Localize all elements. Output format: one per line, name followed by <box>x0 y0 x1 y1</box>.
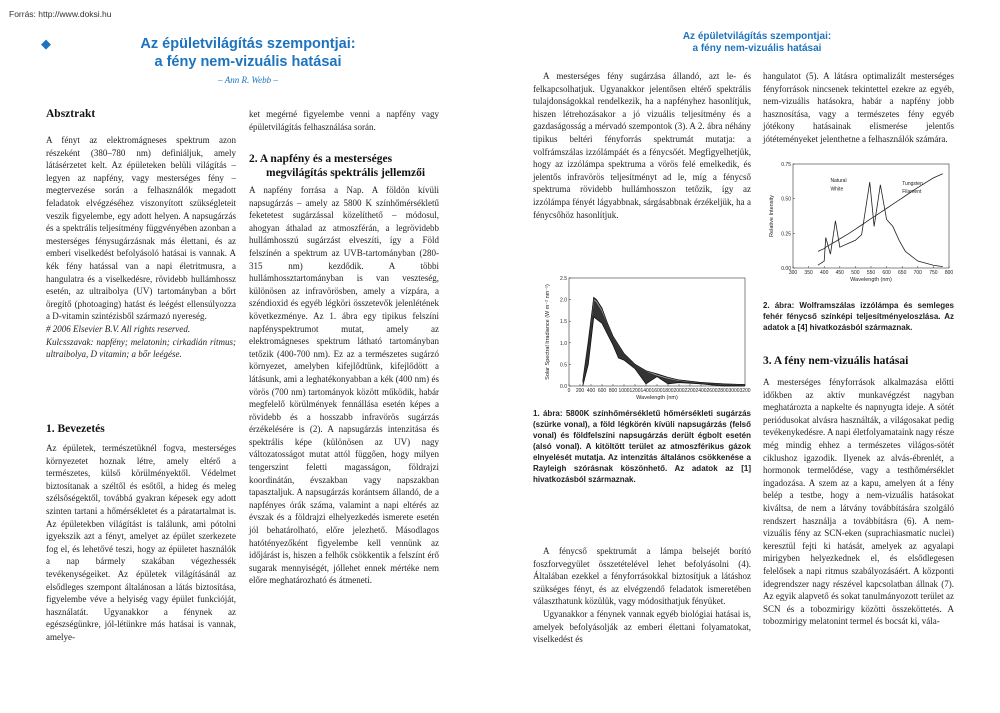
abstract-text: A fényt az elektromágneses spektrum azon részeként (380–780 nm) definiáljuk, amely látásérzetet kelt. Az épületeken belüli világítás – legyen az napfény, vagy mesterséges fény – megtervezése során a felhasználók megadott feladatok elvégzéséhez viszonyított szükségleteit veszik figyelembe, egy adott helyen. A napsugárzás és a spektrális teljesítmény függvényében azonban a mesterséges fénysugárzásnak más élettani, és az emberi viselkedést befolyásoló hatásai is vannak. A kék fény hatással van a napi életritmusra, a hangulatra és a viselkedésre, rövidebb hullámhossz esetén, az ultraibolya (UV) tartományban a bőrt öregítő (photoaging) hatást és leégést ellensúlyozza a D-vitamin szintézisből származó nyereség. <box>46 135 236 322</box>
figure-2-caption: 2. ábra: Wolframszálas izzólámpa és semleges fehér fénycső színképi teljesítményeloszlása. Az adatok a [4] hivatkozásból származnak. <box>763 301 954 332</box>
right-col2-top-block <box>763 70 954 146</box>
sec3-text: A mesterséges fényforrások alkalmazása előtti időkben az aktív munkavégzést nagyban meghatározta a napkelte és napnyugta ideje. A sötét periódusokat alvásra használták, a világosakat pedig tevékenykedésre. A napi életfolyamataink nagy része még mindig ehhez a természetes világos-sötét ciklushoz igazodik. Ilyenek az alvás-ébrenlét, a hormonok termelődése, vagy a testhőmérséklet ingadozása. A szem az a kapu, amelyen át a fény belép a testbe, hogy a nem-vizuális hatásokat kiváltsa, de nem a látvány továbbítására szolgáló rendszert használja a továbbításra (6). A nem-vizuális fény az SCN-eken (suprachiasmatic nuclei) keresztül fejti ki hatását, amelyek az agyalapi mirigyben helyezkednek el, és elsődlegesen felelősek a napi ritmus szabályozásáért. A központi idegrendszer nagy részével kapcsolatban állnak (7). Az egyik alapvető és sokat tanulmányozott terület az SCN és a tobozmirigy közötti összeköttetés. A tobozmirigy melatonint termel és bocsát ki, vála- <box>763 377 954 627</box>
keywords-text: Kulcsszavak: napfény; melatonin; cirkadián ritmus; ultraibolya, D vitamin; a bőr leégése. <box>46 336 236 360</box>
x-tick-label: 750 <box>929 270 938 276</box>
sec3-heading: 3. A fény nem-vizuális hatásai <box>763 355 909 367</box>
y-tick-label: 0.75 <box>781 162 791 168</box>
x-tick-label: 450 <box>835 270 844 276</box>
small-diamond-bullet-icon: ◆ <box>41 36 51 51</box>
series-line-extraterrestrial <box>583 297 745 384</box>
right-page <box>500 0 1000 713</box>
sec2-block <box>249 184 439 587</box>
running-title-line-2: a fény nem-vizuális hatásai <box>692 43 822 54</box>
figure-2-plot <box>769 162 953 283</box>
x-tick-label: 400 <box>586 388 596 394</box>
series-label-natural-white-line-2: White <box>830 186 844 193</box>
x-axis-label: Wavelength (nm) <box>850 277 892 283</box>
x-tick-label: 650 <box>898 270 907 276</box>
x-tick-label: 400 <box>820 270 829 276</box>
y-tick-label: 0.0 <box>560 384 567 390</box>
absorption-area <box>583 297 745 386</box>
x-tick-label: 300 <box>788 270 798 276</box>
x-tick-label: 600 <box>882 270 891 276</box>
series-line-blackbody <box>583 300 745 385</box>
running-title <box>627 31 887 55</box>
x-tick-label: 3200 <box>739 388 751 394</box>
plot-frame <box>569 278 745 386</box>
running-title-line-1: Az épületvilágítás szempontjai: <box>682 31 832 42</box>
sec2-text: A napfény forrása a Nap. A földön kívüli napsugárzás – amely az 5800 K színhőmérsékletű feketetest sugárzással közelíthető – módosul, ahogyan áthalad az atmoszférán, a legrövidebb hullámhosszú sugárzást elveszíti, így a Föld felszínén a spektrum az UVB-tartományban (280-315 nm) kezdődik. A többi hullámhossztartományban is van veszteség, különösen az infravörösben, amely a vízpára, a széndioxid és egyéb légköri összetevők jelenlétének következménye. Az 1. ábra egy tipikus felszíni napfényspektrumot mutat, amely az elektromágneses spektrum látható tartományban tetőzik (400-700 nm). Ez az a természetes sugárzó környezet, amelyben kifejlődtünk, kifejlődött a látásunk, ami a leghatékonyabban a kék (400 nm) és vörös (700 nm) tartományok között működik, habár megfelelő körülmények fennállása esetén képes a rövidebb és a hosszabb infravörös sugárzás érzékelésére is (2). A napsugárzás intenzitása és spektrális képe (különösen az UV) nagy változatosságot mutat attól függően, hogy milyen tengerszint feletti magasságon, földrajzi koordinátán, évszakban vagy napszakban tapasztaljuk. A napsugárzás korántsem állandó, de a napfényes órák száma, valamint a napi eltérés az évszak és a földrajzi elhelyezkedés ismerete esetén jól behatárolható, előre jelezhető. Másodlagos hatótényezőként figyelembe kell vennünk az időjárást is, hiszen a felhők csökkentik a felszínt érő sugarak mennyiségét, jóllehet ennek mértéke nem előre meghatározható és átmeneti. <box>249 185 439 586</box>
x-tick-label: 1800 <box>662 388 674 394</box>
sec2-heading-line-2: megvilágítás spektrális jellemzői <box>266 167 426 179</box>
copyright-text: # 2006 Elsevier B.V. All rights reserved. <box>46 323 191 334</box>
y-tick-label: 1.0 <box>560 340 567 347</box>
right-col1-block <box>533 70 751 221</box>
series-line-natural-white <box>818 182 943 267</box>
source-note: Forrás: http://www.doksi.hu <box>9 9 112 19</box>
series-label-tungsten-line-2: Filament <box>902 189 922 196</box>
x-tick-label: 1000 <box>618 388 630 394</box>
col2-top-text: ket megérné figyelembe venni a napfény vagy épületvilágítás felhasználása során. <box>249 109 439 132</box>
intro-block <box>46 442 236 644</box>
x-tick-label: 0 <box>567 388 571 394</box>
plot-frame <box>793 164 949 268</box>
series-label-tungsten-line-1: Tungsten <box>902 180 923 187</box>
right-col2-top-text: hangulatot (5). A látásra optimalizált mesterséges fényforrások nincsenek tekintettel ezekre az egyéb, nem-vizuális hatásokra, habár a napfény jobb hasznosítása, vagy a természetes fény egyéb jótékony hatásainak elismerése jelentős jótéteményeket jelenthetne a felhasználók számára. <box>763 71 954 144</box>
y-tick-label: 2.0 <box>560 297 567 304</box>
x-tick-label: 2400 <box>695 388 707 394</box>
y-tick-label: 0.25 <box>781 231 791 238</box>
x-tick-label: 1200 <box>629 388 641 394</box>
intro-text: Az épületek, természetüknél fogva, mesterséges környezetet hoznak létre, amely eltérő a természetes, külső körülményektől. Védelmet biztosítanak a széltől és esőtől, a hideg és meleg szélsőségektől, továbbá gyakran képesek egy adott szinten tartani a hőmérsékletet és a páratartalmat is. Az épületekben világítást is találunk, ami pótolni igyekszik azt a fényt, amelyet az épület szerkezete fog el, és lehetővé teszi, hogy az épületet használók a nap bármely szakában végezhessék tevékenységeiket. Az épületek világításánál az elsődleges szempont általánosan a látás biztosítása, figyelembe véve a helyiség vagy épület funkcióját, használatát. Ugyanakkor a fénynek az egészségünkre, jól-létünkre más hatásai is vannak, amelye- <box>46 443 236 642</box>
col2-top-block <box>249 108 439 133</box>
x-tick-label: 1600 <box>651 388 663 394</box>
figure-1-caption: 1. ábra: 5800K színhőmérsékletű hőmérsékleti sugárzás (szürke vonal), a föld légkörén kívüli napsugárzás (felső vonal) és földfelszíni napsugárzás derült égbolt esetén (alsó vonal). A kitöltött terület az atmoszférikus gázok elnyelését mutatja. Az intenzitás általános csökkenése a Rayleigh szórásnak köszönhető. Az adatok az [1] hivatkozásból származnak. <box>533 409 751 484</box>
article-title-line-2: a fény nem-vizuális hatásai <box>154 54 342 70</box>
y-axis-label: Solar Spectral Irradiance (W m⁻² nm⁻¹) <box>545 284 551 380</box>
y-tick-label: 2.5 <box>560 276 567 282</box>
figure-1-plot <box>545 276 751 401</box>
x-tick-label: 1400 <box>640 388 652 394</box>
article-title-line-1: Az épületvilágítás szempontjai: <box>140 36 356 52</box>
abstract-heading: Absztrakt <box>46 108 96 120</box>
sec2-heading <box>249 152 441 180</box>
article-title <box>88 35 408 71</box>
x-tick-label: 550 <box>866 270 876 276</box>
y-tick-label: 0.00 <box>781 266 791 272</box>
x-tick-label: 800 <box>608 388 618 394</box>
x-tick-label: 350 <box>804 270 813 276</box>
right-col1-bottom-text: A fénycső spektrumát a lámpa belsejét borító foszforvegyület összetételével lehet befolyásolni (4). Általában ezekkel a fényforrásokkal biztosítjuk a látáshoz szükséges fényt, és az elvégzendő feladatok ismeretében választhatunk közülük, vagy módosíthatjuk fényüket. <box>533 546 751 607</box>
figure-2-chart <box>763 158 954 294</box>
x-tick-label: 600 <box>597 388 607 394</box>
y-axis-label: Relative Intensity <box>769 195 775 237</box>
x-tick-label: 200 <box>575 388 585 394</box>
x-axis-label: Wavelength (nm) <box>636 395 678 401</box>
x-tick-label: 500 <box>851 270 860 276</box>
abstract-block <box>46 134 236 361</box>
series-label-natural-white-line-1: Natural <box>830 178 847 185</box>
x-tick-label: 2800 <box>717 388 729 394</box>
x-tick-label: 2600 <box>706 388 718 394</box>
y-tick-label: 0.50 <box>781 196 791 203</box>
right-col1-bottom-block <box>533 545 751 646</box>
right-col1-bottom-text-2: Ugyanakkor a fénynek vannak egyéb biológiai hatásai is, amelyek befolyásolják az emberi élettani folyamatokat, viselkedést és <box>533 608 751 645</box>
article-author: – Ann R. Webb – <box>218 75 278 85</box>
figure-1-chart <box>533 272 751 408</box>
intro-heading: 1. Bevezetés <box>46 423 105 435</box>
x-tick-label: 800 <box>944 270 954 276</box>
x-tick-label: 700 <box>913 270 922 276</box>
x-tick-label: 3000 <box>728 388 740 394</box>
sec3-block <box>763 376 954 628</box>
x-tick-label: 2200 <box>684 388 696 394</box>
right-col1-text: A mesterséges fény sugárzása állandó, azt le- és felkapcsolhatjuk. Ugyanakkor jelentősen eltérő spektrális tulajdonságokkal rendelkezik, ha a napfényhez hasonlítjuk, hiszen létrehozásakor a jó vizuális teljesítmény és a gazdaságosság a mérvadó szempontok (3). A 2. ábra néhány tipikus beltéri fényforrás spektrumát mutatja: a volfrámszálas izzólámpáét és a fénycsőét. Megfigyelhetjük, hogy az izzólámpa spektruma a vörös felé emelkedik, és jelentős infravörös teljesítményt ad le, míg a fénycső spektruma rövidebb hullámhosszon tetőzik, így az izzólámpa fényét lágyabbnak, sárgásabbnak érzékeljük, ha a fénycsőhöz hasonlítjuk. <box>533 71 751 220</box>
x-tick-label: 2000 <box>673 388 685 394</box>
y-tick-label: 0.5 <box>560 362 567 369</box>
y-tick-label: 1.5 <box>560 319 567 326</box>
sec2-heading-line-1: 2. A napfény és a mesterséges <box>249 153 393 165</box>
